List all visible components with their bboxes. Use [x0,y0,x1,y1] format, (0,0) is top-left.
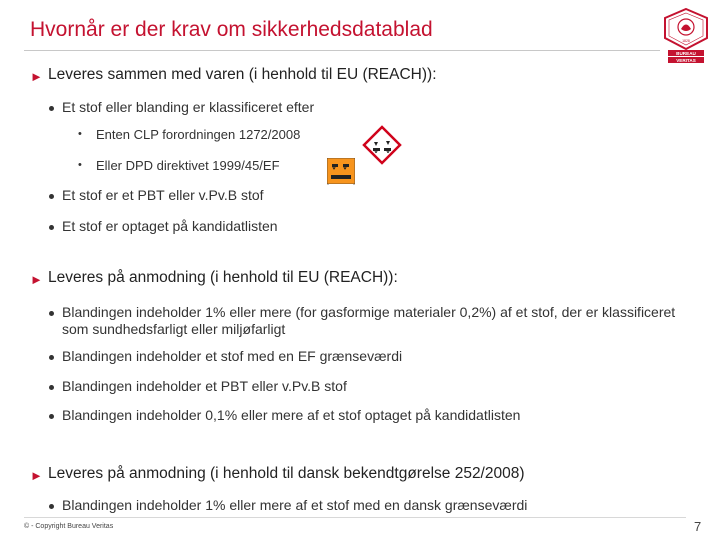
sub-bullet: • [78,159,82,171]
bullet-dot [49,106,54,111]
bullet-dot [49,225,54,230]
footer-divider [24,517,686,518]
copyright-notice: © - Copyright Bureau Veritas [24,523,114,530]
ghs-corrosive-diamond-icon [362,125,402,165]
page-number: 7 [694,519,702,534]
bureau-veritas-logo [662,8,710,64]
triangle-right-icon: ► [30,468,43,483]
dpd-corrosive-square-icon [327,158,355,186]
sub-bullet: • [78,128,82,140]
section-heading-3: Leveres på anmodning (i henhold til dansk bekendtgørelse 252/2008) [48,465,525,482]
bullet-dot [49,414,54,419]
list-subitem: Eller DPD direktivet 1999/45/EF [96,158,280,173]
list-item: Et stof er optaget på kandidatlisten [62,218,278,234]
list-item: Et stof er et PBT eller v.Pv.B stof [62,187,264,203]
logo-text-veritas: VERITAS [676,58,696,63]
list-item: Blandingen indeholder 0,1% eller mere af et stof optaget på kandidatlisten [62,407,521,423]
bullet-dot [49,311,54,316]
section-heading-2: Leveres på anmodning (i henhold til EU (REACH)): [48,269,398,286]
list-item: Blandingen indeholder 1% eller mere af et stof med en dansk grænseværdi [62,497,528,513]
logo-text-bureau: BUREAU [676,51,696,56]
bullet-dot [49,385,54,390]
section-heading-1: Leveres sammen med varen (i henhold til EU (REACH)): [48,66,437,83]
list-item: Blandingen indeholder 1% eller mere (for gasformige materialer 0,2%) af et stof, der er klassificeret som sundhedsfarligt eller miljøfarligt [62,304,676,337]
logo-year: 1828 [682,39,690,43]
list-item: Et stof eller blanding er klassificeret efter [62,99,315,115]
triangle-right-icon: ► [30,272,43,287]
list-item: Blandingen indeholder et PBT eller v.Pv.B stof [62,378,347,394]
list-item: Blandingen indeholder et stof med en EF grænseværdi [62,348,403,364]
bullet-dot [49,355,54,360]
title-divider [24,50,660,51]
page-title: Hvornår er der krav om sikkerhedsdatablad [30,18,433,41]
bullet-dot [49,504,54,509]
triangle-right-icon: ► [30,69,43,84]
list-subitem: Enten CLP forordningen 1272/2008 [96,127,301,142]
bullet-dot [49,194,54,199]
